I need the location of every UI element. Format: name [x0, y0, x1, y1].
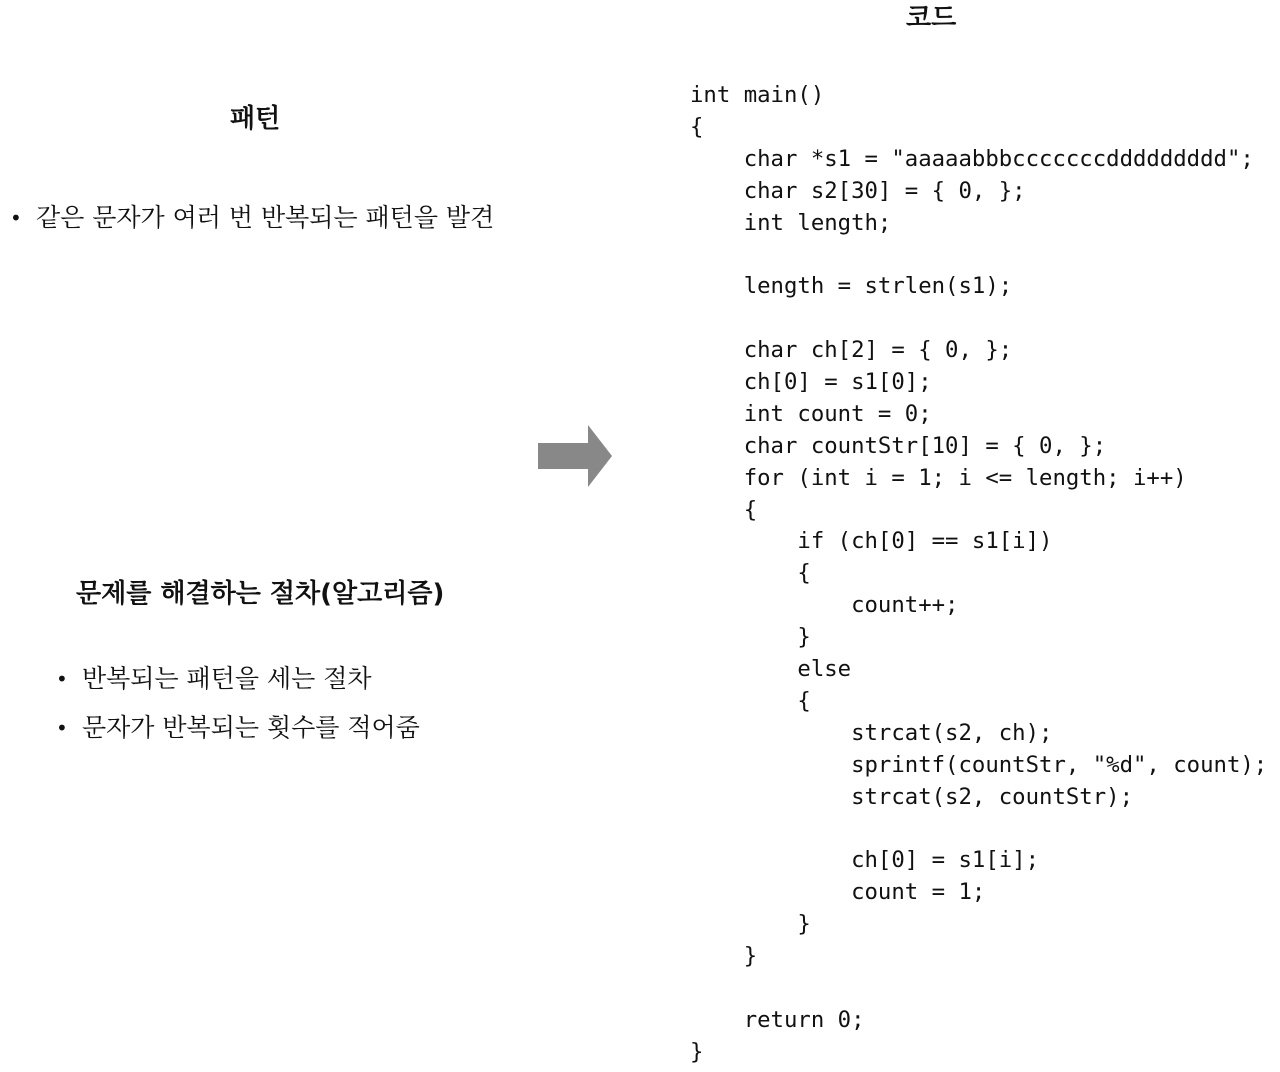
- code-line: }: [690, 911, 811, 938]
- code-line: int length;: [690, 209, 892, 236]
- code-line: [690, 973, 1267, 1005]
- code-line: }: [690, 624, 811, 651]
- code-line: {: [690, 687, 811, 714]
- pattern-bullet-item: [10, 202, 494, 234]
- code-line: [690, 303, 1267, 335]
- code-line: {: [690, 560, 811, 587]
- code-line: return 0;: [690, 1006, 865, 1033]
- procedure-title: 문제를 해결하는 절차(알고리즘): [76, 579, 445, 609]
- code-block: [690, 80, 1267, 1069]
- code-line: ch[0] = s1[i];: [690, 847, 1040, 874]
- code-line: {: [690, 113, 704, 140]
- code-line: strcat(s2, countStr);: [690, 783, 1133, 810]
- code-line: }: [690, 1038, 704, 1065]
- code-line: if (ch[0] == s1[i]): [690, 528, 1053, 555]
- code-title: 코드: [906, 3, 957, 33]
- code-line: char ch[2] = { 0, };: [690, 337, 1013, 364]
- code-line: int main(): [690, 82, 825, 108]
- pattern-title: 패턴: [230, 104, 281, 134]
- procedure-bullet-text: 반복되는 패턴을 세는 절차: [82, 664, 372, 693]
- code-line: [690, 813, 1267, 845]
- procedure-bullet-item: [56, 663, 372, 695]
- bullet-dot-icon: •: [10, 206, 22, 230]
- code-line: strcat(s2, ch);: [690, 719, 1053, 746]
- bullet-dot-icon: •: [56, 716, 68, 740]
- code-line: int count = 0;: [690, 400, 932, 427]
- code-line: char countStr[10] = { 0, };: [690, 432, 1107, 459]
- procedure-bullet-item: [56, 712, 420, 744]
- code-line: ch[0] = s1[0];: [690, 369, 932, 396]
- code-line: count = 1;: [690, 879, 986, 906]
- procedure-bullet-text: 문자가 반복되는 횟수를 적어줌: [82, 713, 420, 742]
- code-line: else: [690, 656, 852, 683]
- code-line: }: [690, 943, 758, 970]
- code-line: [690, 239, 1267, 271]
- code-line: sprintf(countStr, "%d", count);: [690, 751, 1268, 778]
- code-line: char s2[30] = { 0, };: [690, 177, 1026, 204]
- code-line: for (int i = 1; i <= length; i++): [690, 464, 1187, 491]
- bullet-dot-icon: •: [56, 667, 68, 691]
- right-arrow-icon: [538, 425, 612, 487]
- pattern-bullet-text: 같은 문자가 여러 번 반복되는 패턴을 발견: [36, 203, 495, 232]
- code-line: {: [690, 496, 758, 523]
- code-line: length = strlen(s1);: [690, 273, 1013, 300]
- code-line: char *s1 = "aaaaabbbcccccccddddddddd";: [690, 145, 1254, 172]
- code-line: count++;: [690, 592, 959, 619]
